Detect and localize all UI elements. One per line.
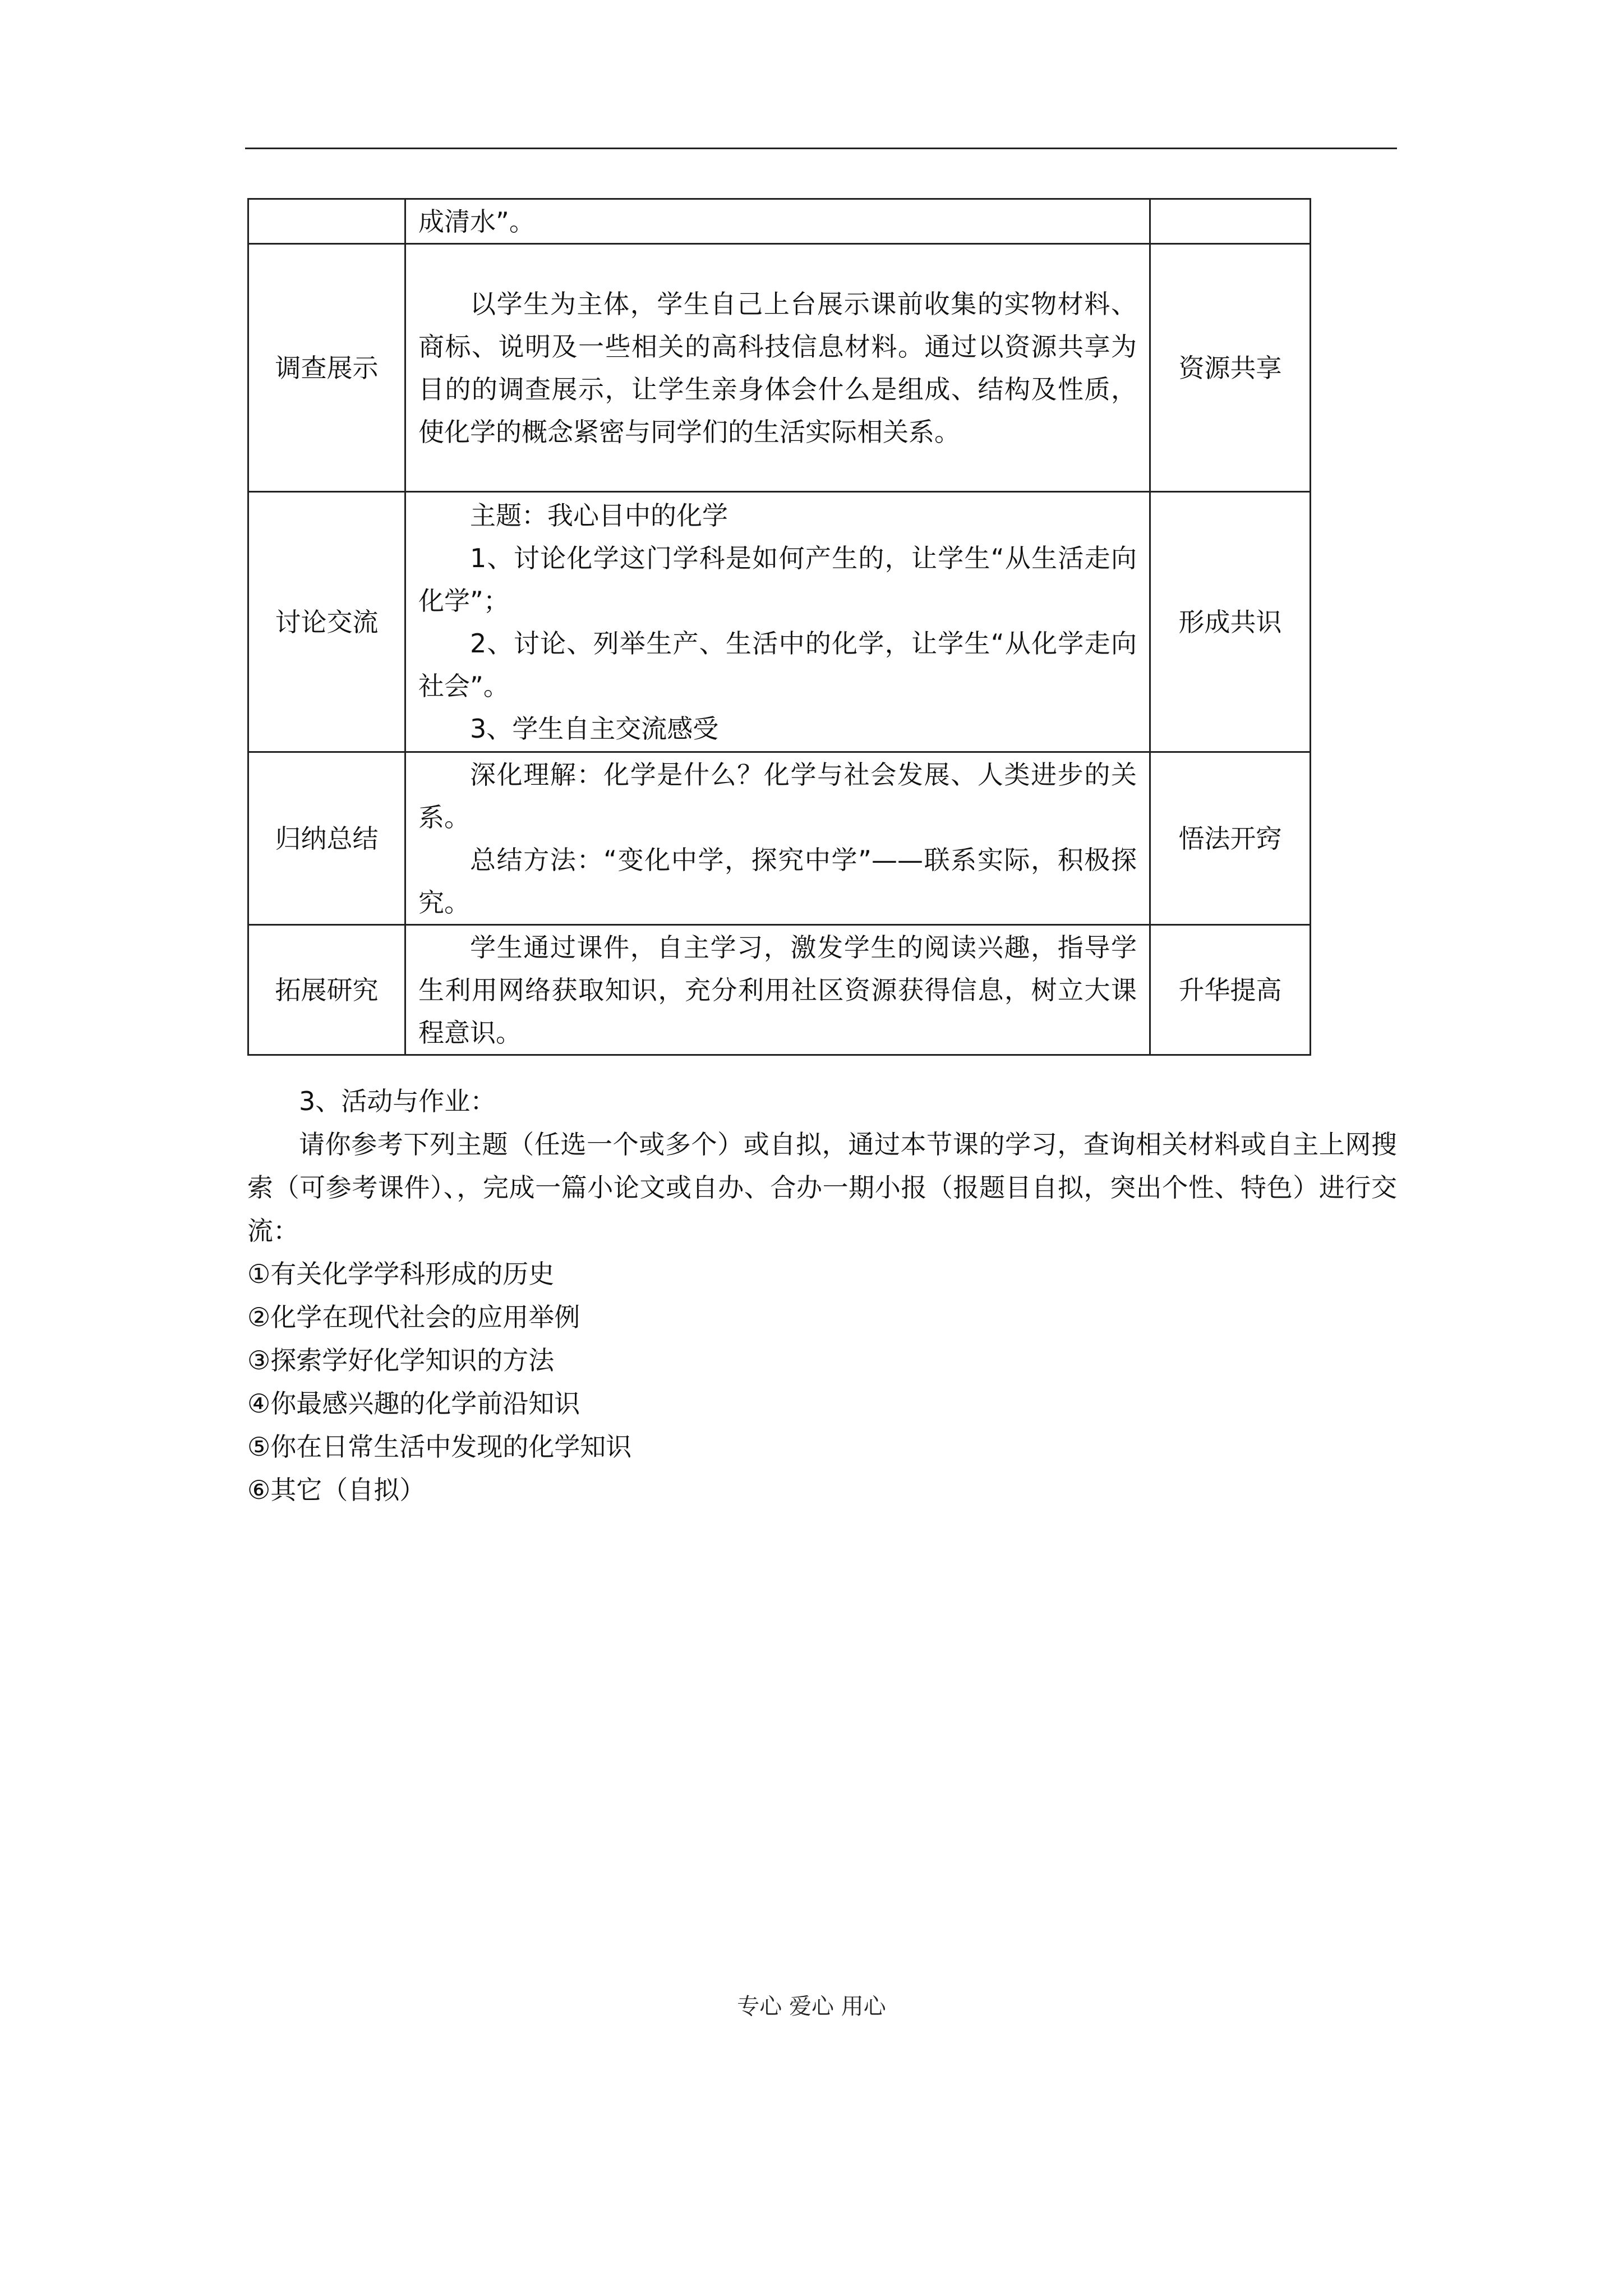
list-item: ⑥其它（自拟） bbox=[247, 1475, 426, 1505]
row-content bbox=[405, 244, 1150, 492]
content-line: 深化理解：化学是什么？化学与社会发展、人类进步的关系。 bbox=[418, 759, 1137, 832]
section-heading: 3、活动与作业： bbox=[299, 1086, 496, 1116]
table-row bbox=[248, 492, 1311, 752]
table-row bbox=[248, 244, 1311, 492]
row-result: 升华提高 bbox=[1150, 925, 1311, 1055]
table-row bbox=[248, 199, 1311, 244]
content-paragraph: 学生通过课件，自主学习，激发学生的阅读兴趣，指导学生利用网络获取知识，充分利用社区资源获得信息，树立大课程意识。 bbox=[418, 932, 1137, 1048]
row-content bbox=[405, 925, 1150, 1055]
row-content bbox=[405, 752, 1150, 925]
list-item: ⑤你在日常生活中发现的化学知识 bbox=[247, 1432, 632, 1462]
list-item: ②化学在现代社会的应用举例 bbox=[247, 1302, 580, 1332]
content-paragraph: 以学生为主体，学生自己上台展示课前收集的实物材料、商标、说明及一些相关的高科技信息材料。通过以资源共享为目的的调查展示，让学生亲身体会什么是组成、结构及性质，使化学的概念紧密与同学们的生活实际相关系。 bbox=[418, 288, 1137, 447]
content-line: 成清水”。 bbox=[418, 206, 535, 237]
table-row bbox=[248, 752, 1311, 925]
row-result bbox=[1150, 199, 1311, 244]
row-content bbox=[405, 199, 1150, 244]
row-label: 讨论交流 bbox=[248, 492, 405, 752]
content-line: 1、讨论化学这门学科是如何产生的，让学生“从生活走向化学”； bbox=[418, 542, 1137, 616]
content-line: 主题：我心目中的化学 bbox=[470, 500, 728, 531]
table-row bbox=[248, 925, 1311, 1055]
page-footer: 专心 爱心 用心 bbox=[737, 1994, 886, 2019]
row-result: 形成共识 bbox=[1150, 492, 1311, 752]
row-result: 悟法开窍 bbox=[1150, 752, 1311, 925]
activity-intro: 请你参考下列主题（任选一个或多个）或自拟，通过本节课的学习，查询相关材料或自主上网搜索（可参考课件）、，完成一篇小论文或自办、合办一期小报（报题目自拟，突出个性、特色）进行交流： bbox=[247, 1129, 1397, 1246]
content-line: 3、学生自主交流感受 bbox=[470, 713, 719, 744]
activity-section bbox=[247, 1080, 1397, 1512]
row-label: 调查展示 bbox=[248, 244, 405, 492]
row-result: 资源共享 bbox=[1150, 244, 1311, 492]
list-item: ③探索学好化学知识的方法 bbox=[247, 1345, 555, 1375]
list-item: ①有关化学学科形成的历史 bbox=[247, 1259, 555, 1289]
row-label: 拓展研究 bbox=[248, 925, 405, 1055]
list-item: ④你最感兴趣的化学前沿知识 bbox=[247, 1388, 580, 1419]
lesson-plan-table bbox=[247, 198, 1311, 1056]
row-label: 归纳总结 bbox=[248, 752, 405, 925]
content-line: 2、讨论、列举生产、生活中的化学，让学生“从化学走向社会”。 bbox=[418, 628, 1137, 701]
row-content bbox=[405, 492, 1150, 752]
content-line: 总结方法：“变化中学，探究中学”——联系实际，积极探究。 bbox=[418, 844, 1137, 918]
header-rule bbox=[245, 148, 1397, 149]
row-label bbox=[248, 199, 405, 244]
